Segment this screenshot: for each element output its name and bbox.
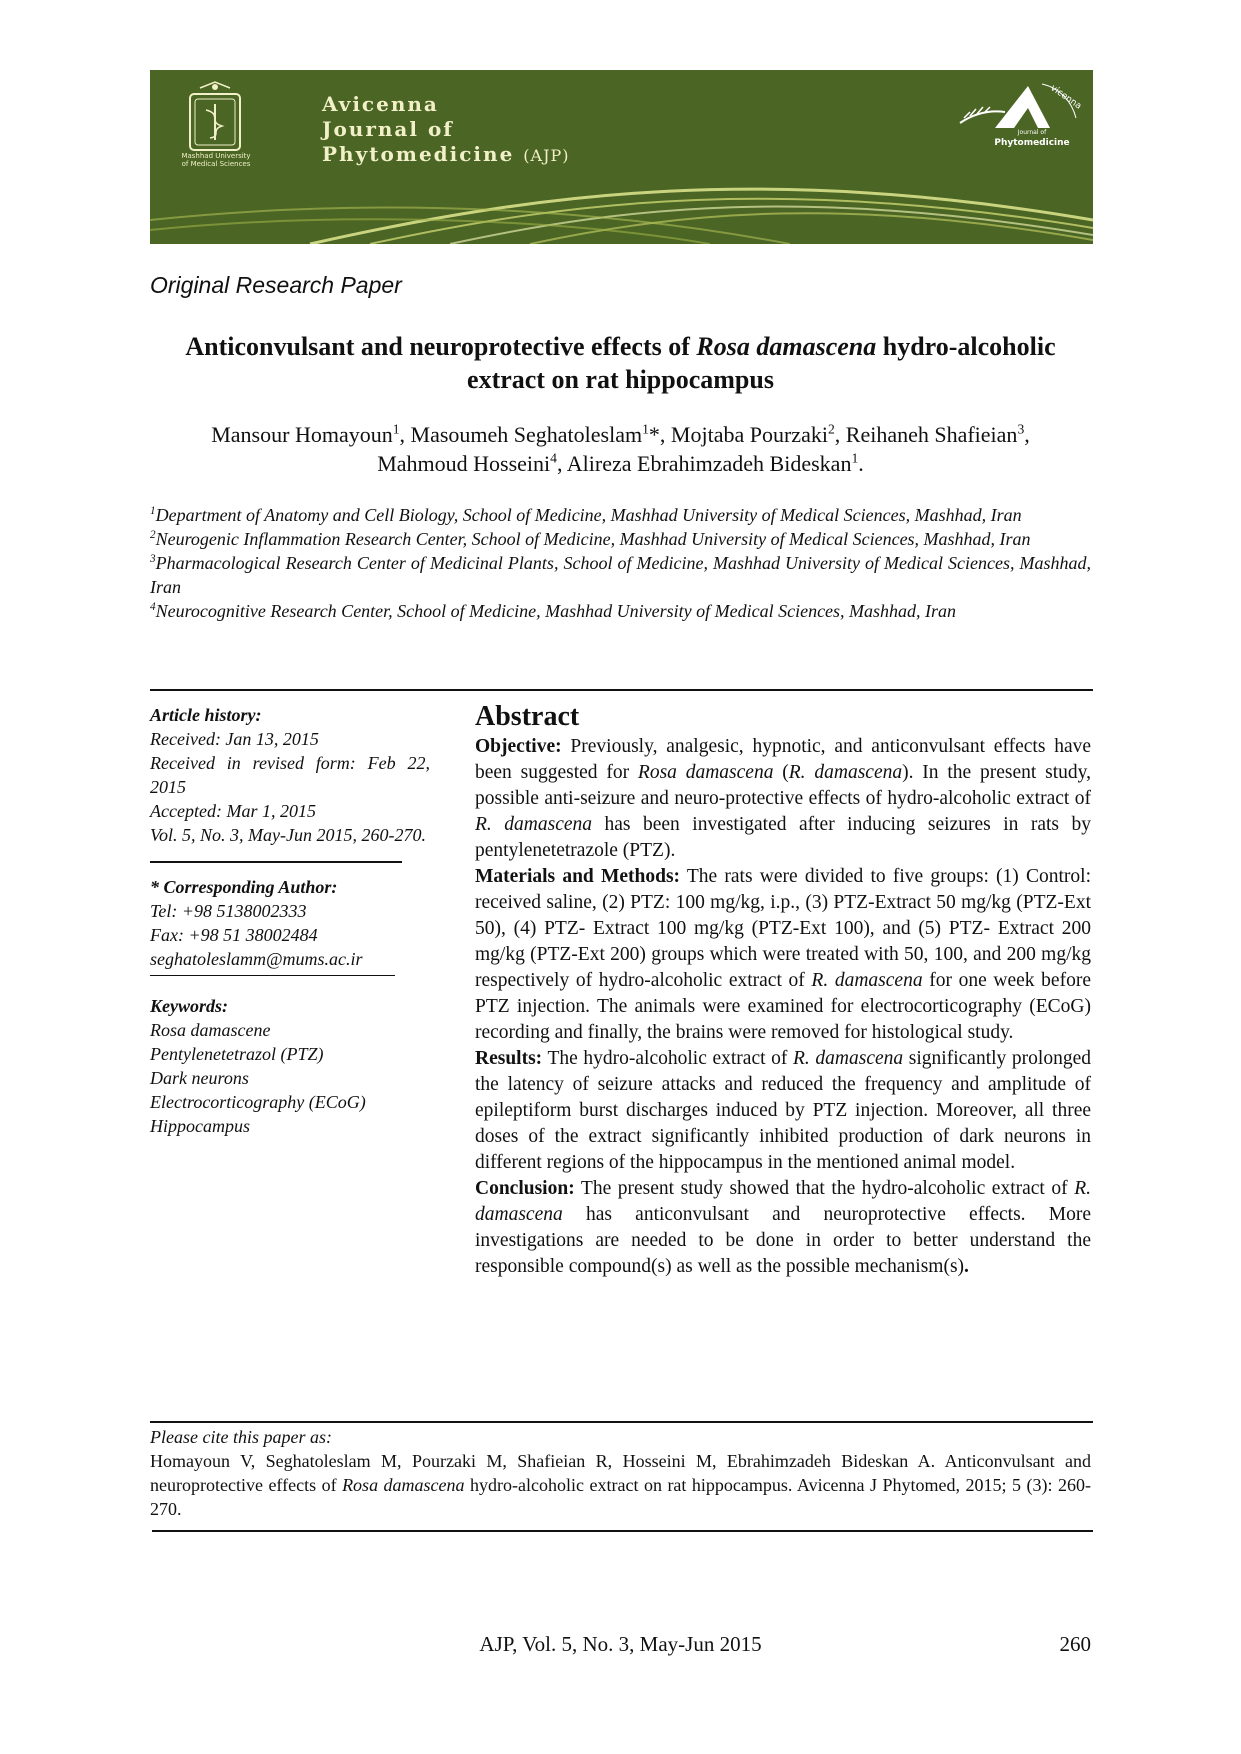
- abstract-text: for one week before PTZ injection. The animals were examined for electrocorticography (ECoG) recording and finally, the brains were removed for histological study.: [475, 970, 1091, 1043]
- species-name: R. damascena: [788, 762, 903, 783]
- citation-part: Homayoun V, Seghatoleslam M, Pourzaki M, Shafieian R, Hosseini M, Ebrahimzadeh Bideskan A. Anticonvulsant and neuroprotective effects of: [150, 1451, 1091, 1495]
- species-name: Rosa damascena: [342, 1475, 465, 1495]
- author-name: Alireza Ebrahimzadeh Bideskan: [566, 451, 852, 476]
- affiliation: [150, 503, 1091, 527]
- title-text: Anticonvulsant and neuroprotective effects of: [185, 332, 697, 361]
- sidebar-divider: [150, 847, 402, 863]
- species-name: R. damascena: [475, 814, 593, 835]
- citation-part: hydro-alcoholic extract on rat hippocampus. Avicenna J Phytomed, 2015; 5 (3): 260-270.: [150, 1475, 1091, 1519]
- journal-banner: [150, 70, 1093, 244]
- author-affiliation-mark: 2: [827, 421, 835, 437]
- page-number: 260: [1059, 1632, 1091, 1656]
- abstract-text: The hydro-alcoholic extract of: [542, 1048, 794, 1069]
- species-name: R. damascena: [811, 970, 923, 991]
- abstract-methods: [475, 864, 1091, 1046]
- author-name: Mahmoud Hosseini: [377, 451, 551, 476]
- abstract-text: has been investigated after inducing seizures in rats by pentylenetetrazole (PTZ).: [475, 814, 1091, 861]
- abstract-heading: Abstract: [475, 701, 580, 732]
- keywords-heading: Keywords:: [150, 996, 228, 1016]
- abstract-objective: [475, 734, 1091, 864]
- corresponding-author-heading: * Corresponding Author:: [150, 877, 338, 897]
- abstract-results: [475, 1046, 1091, 1176]
- accepted-date: Accepted: Mar 1, 2015: [150, 801, 316, 821]
- section-divider: [150, 689, 1093, 691]
- affiliation-number: 1: [150, 505, 156, 517]
- journal-name-line: Journal of: [322, 117, 454, 141]
- title-species: Rosa damascena: [696, 332, 877, 361]
- corresponding-email[interactable]: seghatoleslamm@mums.ac.ir: [150, 949, 363, 969]
- keyword: Rosa damascene: [150, 1020, 271, 1040]
- affiliation-text: Neurogenic Inflammation Research Center, School of Medicine, Mashhad University of Medical Sciences, Mashhad, Iran: [155, 529, 1031, 549]
- journal-logo-caption-main: Phytomedicine: [994, 138, 1070, 148]
- paper-type: Original Research Paper: [150, 272, 402, 298]
- received-date: Received: Jan 13, 2015: [150, 729, 319, 749]
- section-divider: [150, 1421, 1093, 1423]
- corresponding-tel: Tel: +98 5138002333: [150, 901, 307, 921]
- article-history-heading: Article history:: [150, 705, 262, 725]
- title-text: hydro-alcoholic extract on rat hippocampus: [467, 332, 1056, 394]
- author-name: Masoumeh Seghatoleslam: [410, 422, 643, 447]
- journal-name-line: Phytomedicine: [322, 142, 515, 166]
- journal-logo-icon: [950, 78, 1090, 173]
- citation-block: [150, 1425, 1091, 1521]
- journal-logo-caption-small: Journal of: [1017, 129, 1047, 136]
- objective-label: Objective:: [475, 736, 562, 757]
- corresponding-fax: Fax: +98 51 38002484: [150, 925, 318, 945]
- affiliation: [150, 527, 1091, 551]
- abstract-text: (: [773, 762, 789, 783]
- abstract: [475, 700, 1091, 1280]
- abstract-conclusion: [475, 1176, 1091, 1280]
- affiliation-number: 3: [150, 553, 156, 565]
- citation-heading: Please cite this paper as:: [150, 1427, 332, 1447]
- species-name: R. damascena: [475, 1178, 1091, 1225]
- abstract-text: .: [964, 1256, 969, 1277]
- paper-title: [150, 330, 1091, 396]
- species-name: R. damascena: [793, 1048, 904, 1069]
- keyword: Electrocorticography (ECoG): [150, 1092, 366, 1112]
- abstract-text: Previously, analgesic, hypnotic, and anticonvulsant effects have been suggested for: [475, 736, 1091, 783]
- affiliation-number: 4: [150, 601, 156, 613]
- author-affiliation-mark: 1: [642, 421, 649, 437]
- abstract-text: The rats were divided to five groups: (1) Control: received saline, (2) PTZ: 100 mg/kg, i.p., (3) PTZ-Extract 50 mg/kg (PTZ-Ext 50), (4) PTZ- Extract 100 mg/kg (PTZ-Ext 100), and (5) PTZ- Extract 200 mg/kg (PTZ-Ext 200) groups which were treated with 50, 100, and 200 mg/kg respectively of hydro-alcoholic extract of: [475, 866, 1091, 991]
- affiliations: [150, 503, 1091, 623]
- affiliation: [150, 551, 1091, 599]
- affiliation-text: Department of Anatomy and Cell Biology, School of Medicine, Mashhad University of Medical Sciences, Mashhad, Iran: [155, 505, 1022, 525]
- university-caption-line: of Medical Sciences: [181, 160, 251, 168]
- revised-date: Received in revised form: Feb 22, 2015: [150, 753, 430, 797]
- article-info-sidebar: [150, 703, 430, 1138]
- results-label: Results:: [475, 1048, 543, 1069]
- author-name: Reihaneh Shafieian: [845, 422, 1018, 447]
- citation-text: [150, 1449, 1091, 1521]
- author-name: Mansour Homayoun: [211, 422, 393, 447]
- keyword: Pentylenetetrazol (PTZ): [150, 1044, 324, 1064]
- abstract-text: has anticonvulsant and neuroprotective effects. More investigations are needed to be done in order to better understand the responsible compound(s) as well as the possible mechanism(s): [475, 1204, 1091, 1277]
- species-name: Rosa damascena: [637, 762, 774, 783]
- methods-label: Materials and Methods:: [475, 866, 681, 887]
- author-affiliation-mark: 3: [1017, 421, 1025, 437]
- author-affiliation-mark: 1: [392, 421, 400, 437]
- affiliation-number: 2: [150, 529, 156, 541]
- university-caption: [166, 152, 266, 168]
- affiliation-text: Neurocognitive Research Center, School of Medicine, Mashhad University of Medical Sciences, Mashhad, Iran: [155, 601, 957, 621]
- keyword: Hippocampus: [150, 1116, 250, 1136]
- university-caption-line: Mashhad University: [181, 152, 251, 160]
- abstract-text: ). In the present study, possible anti-seizure and neuro-protective effects of hydro-alcoholic extract of: [475, 762, 1091, 809]
- journal-abbrev: (AJP): [523, 146, 570, 165]
- corresponding-mark: *: [648, 422, 660, 447]
- author-affiliation-mark: 4: [550, 450, 557, 466]
- journal-logo-arc-text: vicenna: [1048, 83, 1083, 112]
- journal-logo-caption: [972, 128, 1092, 148]
- author-name: Mojtaba Pourzaki: [670, 422, 828, 447]
- volume-info: Vol. 5, No. 3, May-Jun 2015, 260-270.: [150, 825, 426, 845]
- keyword: Dark neurons: [150, 1068, 249, 1088]
- conclusion-label: Conclusion:: [475, 1178, 575, 1199]
- running-footer: AJP, Vol. 5, No. 3, May-Jun 2015: [479, 1632, 762, 1656]
- affiliation-text: Pharmacological Research Center of Medicinal Plants, School of Medicine, Mashhad University of Medical Sciences, Mashhad, Iran: [150, 553, 1091, 597]
- author-list: Mansour Homayoun$^1$, Masoumeh Seghatoleslam$^1$*, Mojtaba Pourzaki$^2$, Reihaneh Shafieian$^3$, Mahmoud Hosseini$^4$, Alireza Ebrahimzadeh Bideskan$^1$.: [211, 421, 1030, 476]
- abstract-text: The present study showed that the hydro-alcoholic extract of: [574, 1178, 1075, 1199]
- journal-name: [322, 92, 569, 168]
- section-divider: [152, 1530, 1093, 1532]
- journal-name-line: Avicenna: [322, 92, 439, 116]
- sidebar-divider: [150, 971, 395, 976]
- abstract-text: significantly prolonged the latency of seizure attacks and reduced the frequency and amplitude of epileptiform burst discharges induced by PTZ injection. Moreover, all three doses of the extract significantly inhibited production of dark neurons in different regions of the hippocampus in the mentioned animal model.: [475, 1048, 1091, 1173]
- author-affiliation-mark: 1: [851, 450, 859, 466]
- affiliation: [150, 599, 1091, 623]
